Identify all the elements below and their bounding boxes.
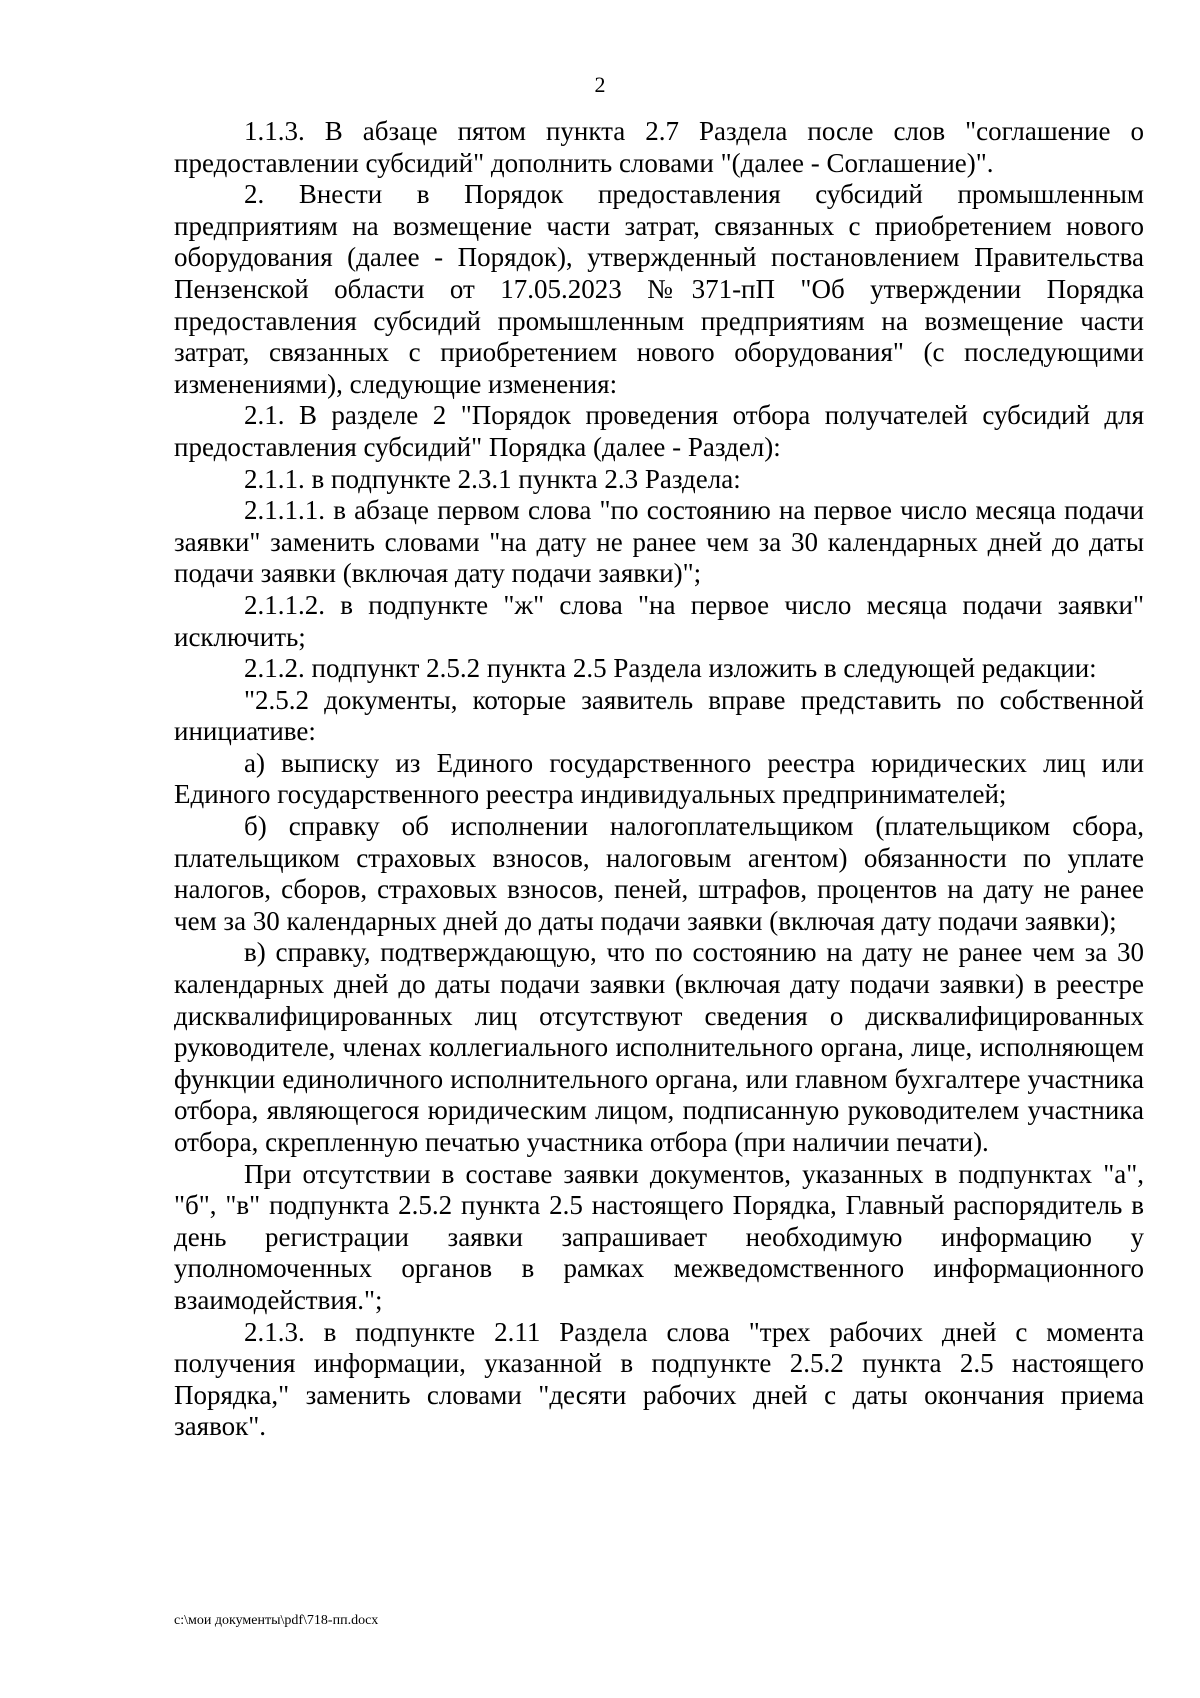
paragraph-2-1: 2.1. В разделе 2 "Порядок проведения отбора получателей субсидий для предоставления субсидий" Порядка (далее - Раздел): <box>174 400 1144 462</box>
paragraph-2: 2. Внести в Порядок предоставления субсидий промышленным предприятиям на возмещение части затрат, связанных с приобретением нового оборудования (далее - Порядок), утвержденный постановлением Правительства Пензенской области от 17.05.2023 №371-пП "Об утверждении Порядка предоставления субсидий промышленным предприятиям на возмещение части затрат, связанных с приобретением нового оборудования" (с последующими изменениями), следующие изменения: <box>174 179 1144 399</box>
paragraph-item-a: а) выписку из Единого государственного реестра юридических лиц или Единого государственного реестра индивидуальных предпринимателей; <box>174 747 1144 810</box>
paragraph-2-1-3: 2.1.3. в подпункте 2.11 Раздела слова "трех рабочих дней с момента получения информации, указанной в подпункте 2.5.2 пункта 2.5 настоящего Порядка," заменить словами "десяти рабочих дней с даты окончания приема заявок". <box>174 1316 1144 1442</box>
page-number: 2 <box>594 72 606 97</box>
footer-file-path: c:\мои документы\pdf\718-пп.docx <box>174 1613 379 1628</box>
paragraph-2-5-2: "2.5.2 документы, которые заявитель вправе представить по собственной инициативе: <box>174 684 1144 747</box>
paragraph-2-1-1: 2.1.1. в подпункте 2.3.1 пункта 2.3 Раздела: <box>244 463 741 494</box>
paragraph-2-1-1-2: 2.1.1.2. в подпункте "ж" слова "на первое число месяца подачи заявки" исключить; <box>174 589 1144 652</box>
paragraph-1-1-3: 1.1.3. В абзаце пятом пункта 2.7 Раздела после слов "соглашение о предоставлении субсидий" дополнить словами "(далее - Соглашение)". <box>174 116 1144 178</box>
paragraph-2-1-1-1: 2.1.1.1. в абзаце первом слова "по состоянию на первое число месяца подачи заявки" заменить словами "на дату не ранее чем за 30 календарных дней до даты подачи заявки (включая дату подачи заявки)"; <box>174 495 1144 589</box>
paragraph-2-1-2: 2.1.2. подпункт 2.5.2 пункта 2.5 Раздела изложить в следующей редакции: <box>244 653 1097 684</box>
paragraph-absence-clause: При отсутствии в составе заявки документов, указанных в подпунктах "а", "б", "в" подпункта 2.5.2 пункта 2.5 настоящего Порядка, Главный распорядитель в день регистрации заявки запрашивает необходимую информацию у уполномоченных органов в рамках межведомственного информационного взаимодействия."; <box>174 1158 1144 1315</box>
paragraph-item-b: б) справку об исполнении налогоплательщиком (плательщиком сбора, плательщиком страховых взносов, налоговым агентом) обязанности по уплате налогов, сборов, страховых взносов, пеней, штрафов, процентов на дату не ранее чем за 30 календарных дней до даты подачи заявки (включая дату подачи заявки); <box>174 811 1144 936</box>
document-body <box>174 116 1144 1443</box>
paragraph-item-v: в) справку, подтверждающую, что по состоянию на дату не ранее чем за 30 календарных дней до даты подачи заявки (включая дату подачи заявки) в реестре дисквалифицированных лиц отсутствуют сведения о дисквалифицированных руководителе, членах коллегиального исполнительного органа, лице, исполняющем функции единоличного исполнительного органа, или главном бухгалтере участника отбора, являющегося юридическим лицом, подписанную руководителем участника отбора, скрепленную печатью участника отбора (при наличии печати). <box>174 937 1144 1157</box>
